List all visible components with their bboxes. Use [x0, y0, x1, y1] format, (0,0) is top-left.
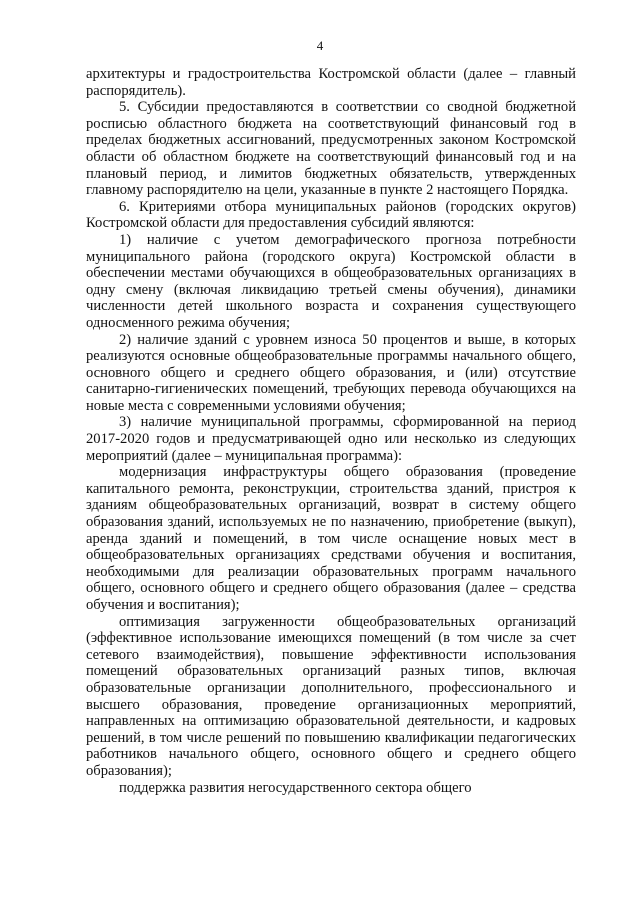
criterion-1: 1) наличие с учетом демографического прогноза потребности муниципального района (городского округа) Костромской области в обеспечении местами обучающихся в общеобразовательных организациях в одну смену (включая ликвидацию третьей смены обучения), динамики численности детей школьного возраста и сохранения существующего односменного режима обучения; [86, 231, 576, 331]
document-body [86, 66, 576, 796]
page-number: 4 [316, 38, 324, 53]
measure-support: поддержка развития негосударственного сектора общего [119, 779, 472, 796]
paragraph-item-5: 5. Субсидии предоставляются в соответствии со сводной бюджетной росписью областного бюджета на соответствующий финансовый год в пределах бюджетных ассигнований, предусмотренных законом Костромской области об областном бюджете на соответствующий финансовый год и на плановый период, и лимитов бюджетных обязательств, утвержденных главному распорядителю на цели, указанные в пункте 2 настоящего Порядка. [86, 99, 576, 199]
criterion-2: 2) наличие зданий с уровнем износа 50 процентов и выше, в которых реализуются основные общеобразовательные программы начального общего, основного общего и среднего общего образования, и (или) отсутствие санитарно-гигиенических помещений, требующих перевода обучающихся на новые места с современными условиями обучения; [86, 331, 576, 414]
measure-modernization: модернизация инфраструктуры общего образования (проведение капитального ремонта, реконструкции, строительства зданий, пристроя к зданиям общеобразовательных организаций, возврат в систему общего образования зданий, используемых не по назначению, приобретение (выкуп), аренда зданий и помещений, в том числе оснащение новых мест в общеобразовательных организациях средствами обучения и воспитания, необходимыми для реализации образовательных программ начального общего, основного общего и среднего общего образования (далее – средства обучения и воспитания); [86, 464, 576, 613]
paragraph-continuation: архитектуры и градостроительства Костромской области (далее – главный распорядитель). [86, 66, 576, 99]
criterion-3: 3) наличие муниципальной программы, сформированной на период 2017-2020 годов и предусматривающей одно или несколько из следующих мероприятий (далее – муниципальная программа): [86, 414, 576, 464]
paragraph-item-6: 6. Критериями отбора муниципальных районов (городских округов) Костромской области для предоставления субсидий являются: [86, 198, 576, 232]
measure-optimization: оптимизация загруженности общеобразовательных организаций (эффективное использование имеющихся помещений (в том числе за счет сетевого взаимодействия), повышение эффективности использования помещений образовательных организаций разных типов, включая образовательные организации дополнительного, профессионального и высшего образования, проведение организационных мероприятий, направленных на оптимизацию образовательной деятельности, и кадровых решений, в том числе решений по повышению квалификации педагогических работников начального общего, основного общего и среднего общего образования); [86, 613, 576, 779]
